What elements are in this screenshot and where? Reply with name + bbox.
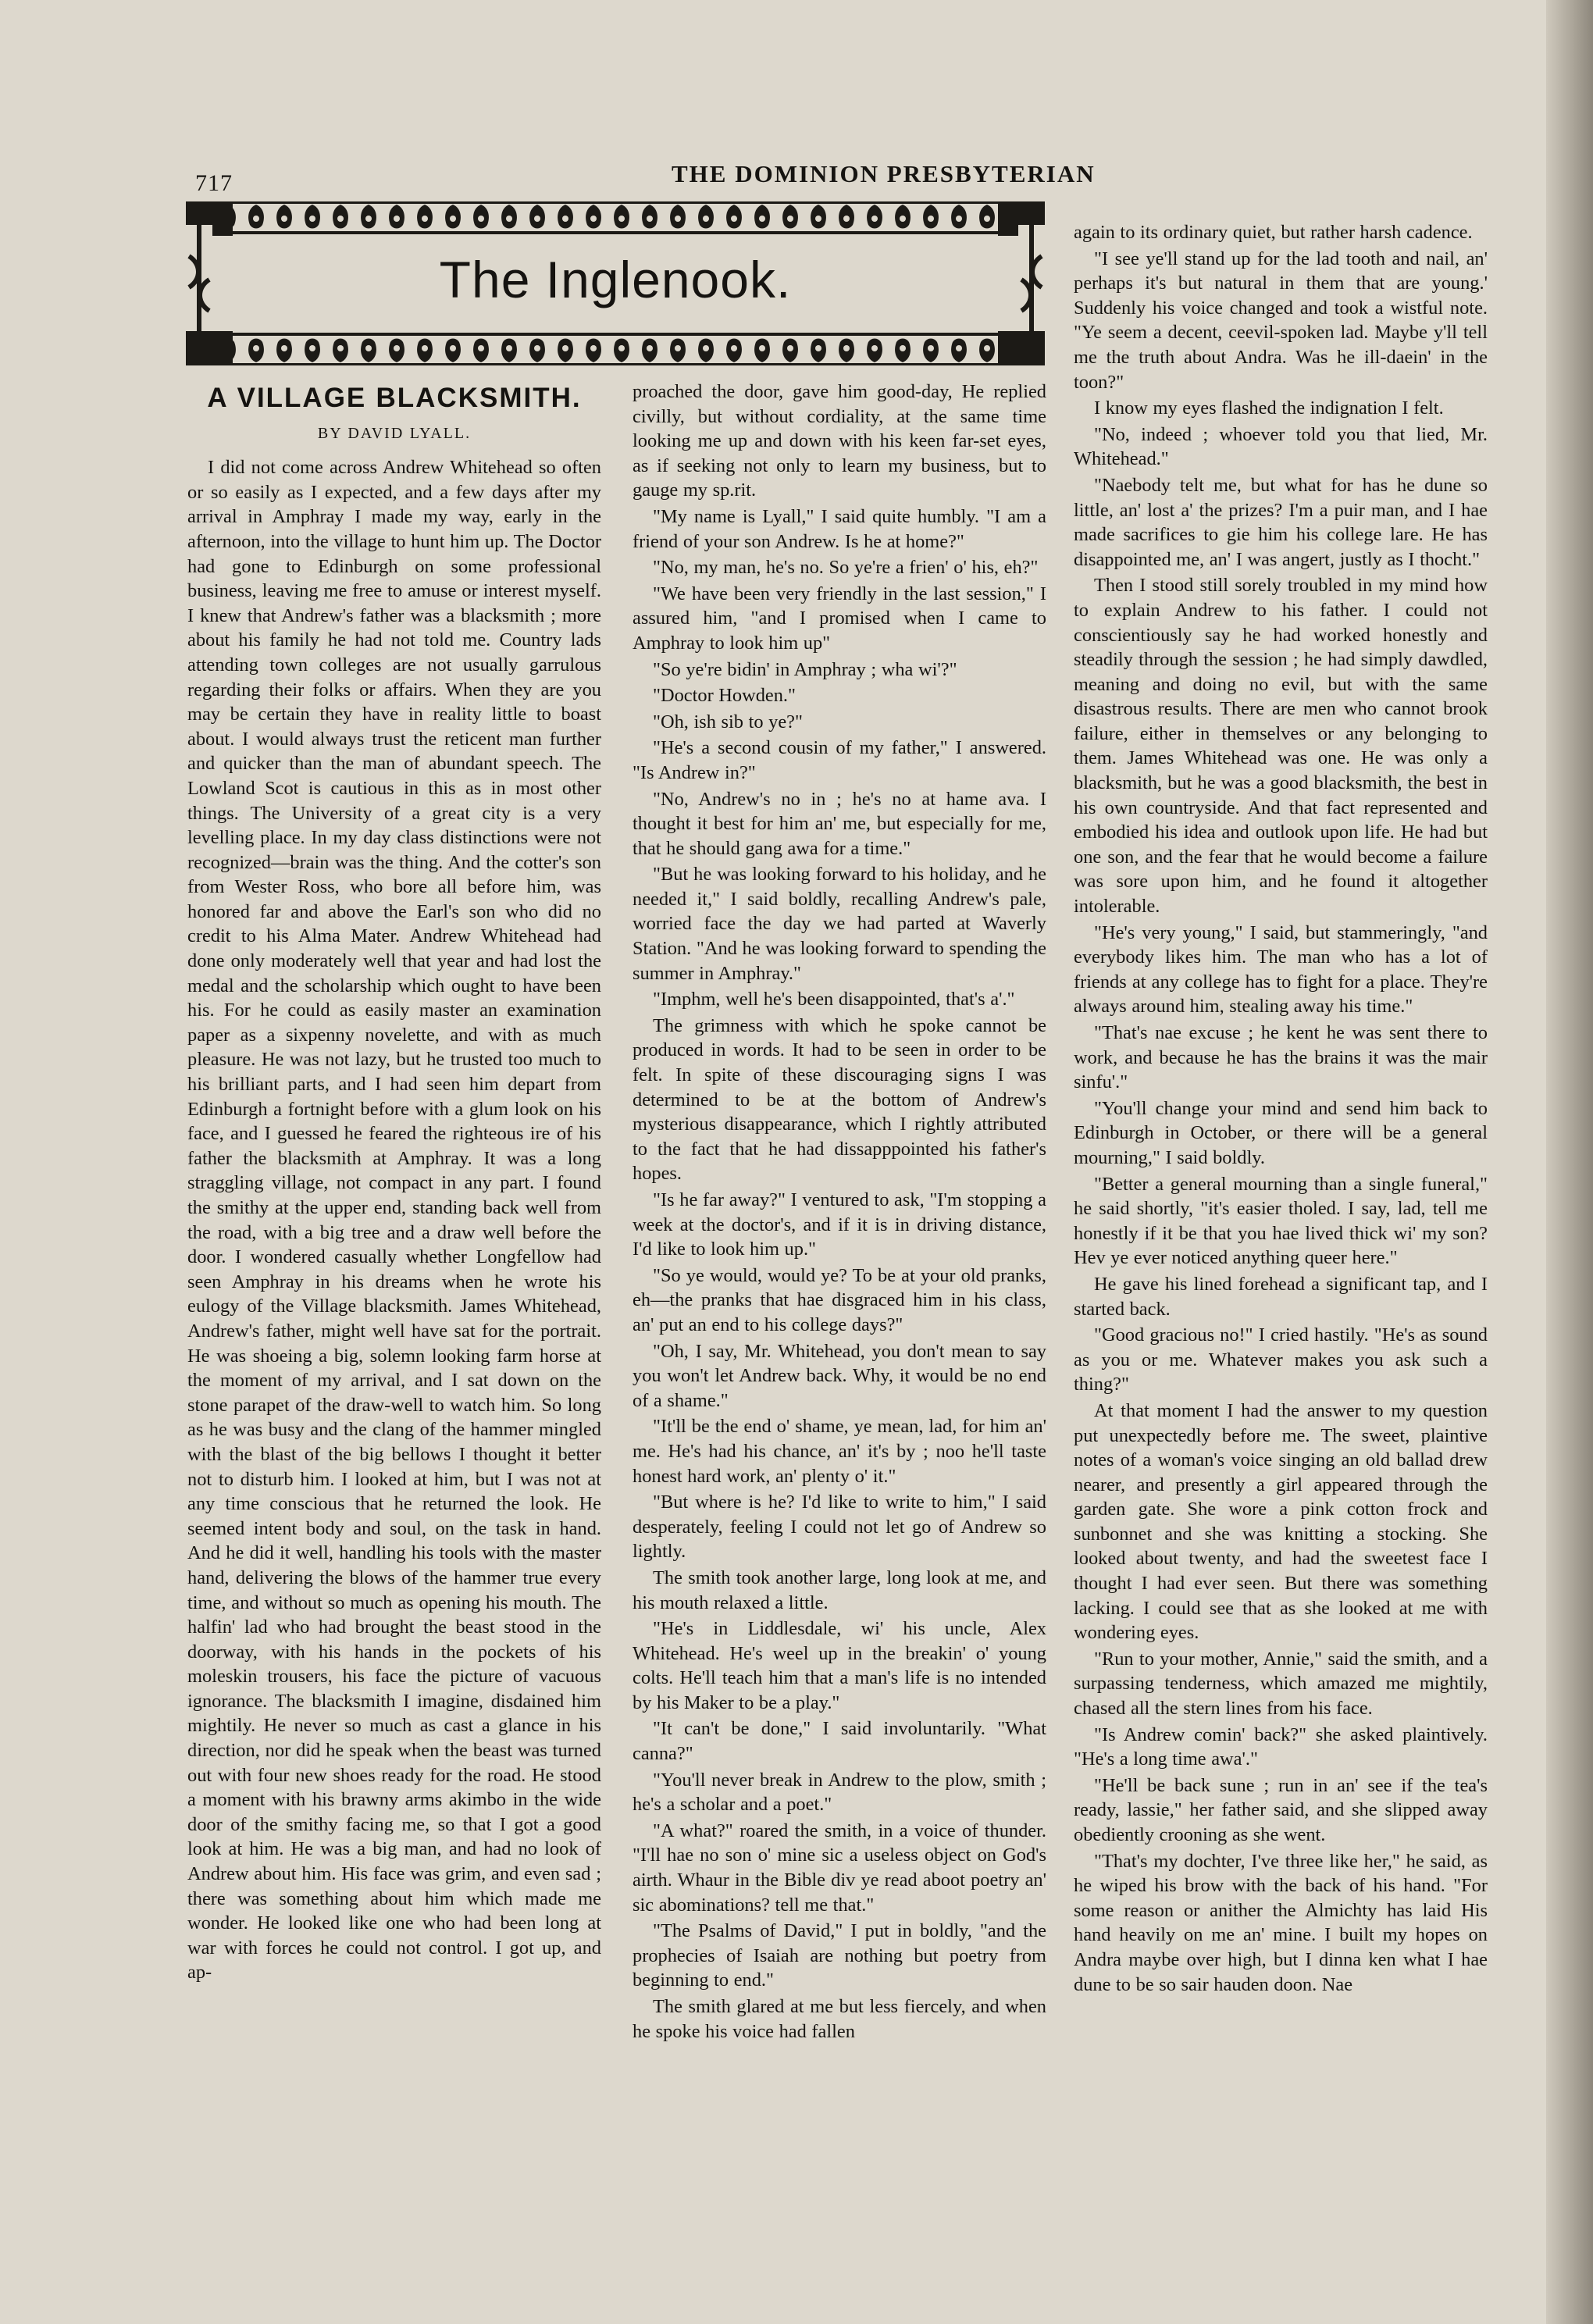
story-title: A VILLAGE BLACKSMITH. xyxy=(207,383,582,413)
paragraph: I did not come across Andrew Whitehead so often or so easily as I expected, and a few days after my arrival in Amphray I made my way, early in the afternoon, into the village to hunt him up. The Doctor had gone to Edinburgh on some professional business, leaving me free to amuse or interest myself. I knew that Andrew's father was a blacksmith ; more about his family he had not told me. Country lads attending town colleges are not usually garrulous regarding their folks or affairs. When they are you may be certain they have in reality little to boast about. I would always trust the reticent man further and quicker than the man of abundant speech. The Lowland Scot is cautious in this as in most other things. The University of a great city is a very levelling place. In my day class distinctions were not recognized—brain was the thing. And the cotter's son from Wester Ross, who bore all before him, was honored far and above the Earl's son who did no credit to his Alma Mater. Andrew Whitehead had done only moderately well that year and had lost the medal and the scholarship which ought to have been his. For he could as easily master an examination paper as a sixpenny novelette, and with as much pleasure. He was not lazy, but he trusted too much to his brilliant parts, and I had seen him depart from Edinburgh a fortnight before with a glum look on his face, and I guessed he feared the righteous ire of his father the blacksmith at Amphray. It was a long straggling village, not compact in any part. I found the smithy at the upper end, standing back well from the road, with a big tree and a draw well before the door. I wondered casually whether Longfellow had seen Amphray in his dreams when he wrote his eulogy of the Village blacksmith. James Whitehead, Andrew's father, might well have sat for the portrait. He was shoeing a big, solemn looking farm horse at the moment of my arrival, and I sat down on the stone parapet of the draw-well to watch him. So long as he was busy and the clang of the hammer mingled with the blast of the big bellows I thought it better not to disturb him. I looked at him, but I was not at any time conscious that he returned the look. He seemed intent body and soul, on the task in hand. And he did it well, handling his tools with the master hand, delivering the blows of the hammer true every time, and without so much as opening his mouth. The halfin' lad who had brought the beast stood in the doorway, with his hands in the pockets of his moleskin trousers, his face the picture of vacuous ignorance. The blacksmith I imagine, disdained him mightily. He never so much as cast a glance in his direction, nor did he speak when the beast was turned out with four new shoes ready for the road. He stood a moment with his brawny arms akimbo in the wide door of the smithy facing me, so that I got a good look at him. He was a big man, and had no look of Andrew about him. His face was grim, and even sad ; there was something about him which made me wonder. He looked like one who had been long at war with forces he could not control. I got up, and ap- xyxy=(187,457,601,1984)
paragraph: "Naebody telt me, but what for has he dune so little, an' lost a' the prizes? I'm a puir man, and I hae made sacrifices to gie him his college lare. He has disappointed me, an' I was angert, justly as I thocht." xyxy=(1074,474,1488,570)
paragraph: He gave his lined forehead a significant tap, and I started back. xyxy=(1074,1273,1488,1320)
ornamental-border-top xyxy=(186,201,1045,236)
paragraph: "Doctor Howden." xyxy=(653,685,796,707)
paragraph: "Is he far away?" I ventured to ask, "I'm stopping a week at the doctor's, and if it is in driving distance, I'd like to look him up." xyxy=(633,1189,1046,1260)
paragraph: "Is Andrew comin' back?" she asked plaintively. "He's a long time awa'." xyxy=(1074,1723,1488,1770)
paragraph: "No, indeed ; whoever told you that lied, Mr. Whitehead." xyxy=(1074,423,1488,470)
paragraph: "No, Andrew's no in ; he's no at hame ava. I thought it best for him an' me, but especially for me, that he should gang awa for a time." xyxy=(633,788,1046,859)
paragraph: "That's my dochter, I've three like her," he said, as he wiped his brow with the back of his hand. "For some reason or anither the Almichty has laid His hand heavily on me an' mine. I built my hopes on Andra maybe over high, but I dinna ken what I hae dune to be so sair hauden doon. Nae xyxy=(1074,1850,1488,1995)
paragraph: The smith glared at me but less fiercely, and when he spoke his voice had fallen xyxy=(633,1996,1046,2042)
paragraph: "My name is Lyall," I said quite humbly. "I am a friend of your son Andrew. Is he at home?" xyxy=(633,505,1046,552)
section-header-ornament xyxy=(186,201,1045,365)
ornamental-border-right xyxy=(1018,225,1045,342)
paragraph: "But he was looking forward to his holiday, and he needed it," I said boldly, recalling Andrew's pale, worried face the day we had parted at Waverly Station. "And he was looking forward to spending the summer in Amphray." xyxy=(633,864,1046,984)
paragraph: "It can't be done," I said involuntarily. "What canna?" xyxy=(633,1718,1046,1765)
paragraph: "But where is he? I'd like to write to him," I said desperately, feeling I could not let go of Andrew so lightly. xyxy=(633,1492,1046,1563)
paragraph: "Imphm, well he's been disappointed, that's a'." xyxy=(653,989,1015,1011)
paragraph: again to its ordinary quiet, but rather harsh cadence. xyxy=(1074,222,1473,243)
paragraph: "It'll be the end o' shame, ye mean, lad, for him an' me. He's had his chance, an' it's by ; noo he'll taste honest hard work, an' plenty o' it." xyxy=(633,1416,1046,1487)
paragraph: "A what?" roared the smith, in a voice of thunder. "I'll hae no son o' mine sic a useless object on God's airth. Whaur in the Bible div ye read aboot poetry an' sic abominations? tell me that." xyxy=(633,1820,1046,1916)
paragraph: "I see ye'll stand up for the lad tooth and nail, an' perhaps it's but natural in them that are young.' Suddenly his voice changed and took a wistful note. "Ye seem a decent, ceevil-spoken lad. Maybe y'll tell me the truth about Andra. Was he ill-daein' in the toon?" xyxy=(1074,248,1488,393)
paragraph: "Good gracious no!" I cried hastily. "He's as sound as you or me. Whatever makes you ask such a thing?" xyxy=(1074,1324,1488,1395)
paragraph: "That's nae excuse ; he kent he was sent there to work, and because he has the brains it was the mair sinfu'." xyxy=(1074,1022,1488,1093)
paragraph: Then I stood still sorely troubled in my mind how to explain Andrew to his father. I could not conscientiously say he had worked honestly and steadily through the session ; he had simply dawdled, meaning and doing no evil, but with the same disastrous results. There are men who cannot brook failure, either in themselves or any belonging to them. James Whitehead was one. He was only a blacksmith, but he was a good blacksmith, the best in his own countryside. And that fact represented and embodied his idea and outlook upon life. He had but one son, and the fear that he would become a failure was sore upon him, and he found it altogether intolerable. xyxy=(1074,575,1488,918)
text-column-2 xyxy=(633,380,1046,2045)
paragraph: "He's in Liddlesdale, wi' his uncle, Alex Whitehead. He's weel up in the breakin' o' young colts. He'll teach him that a man's life is no intended by his Maker to be a play." xyxy=(633,1618,1046,1713)
ornamental-border-bottom xyxy=(186,331,1045,365)
paragraph: The grimness with which he spoke cannot be produced in words. It had to be seen in order to be felt. In spite of these discouraging signs I was determined to be at the bottom of Andrew's mysterious disappearance, which I rightly attributed to the fact that he had dissapppointed his father's hopes. xyxy=(633,1014,1046,1185)
text-column-1 xyxy=(187,380,601,1987)
paragraph: "The Psalms of David," I put in boldly, "and the prophecies of Isaiah are nothing but poetry from beginning to end." xyxy=(633,1920,1046,1991)
page-edge-shadow xyxy=(1546,0,1593,2324)
paragraph: proached the door, gave him good-day, He replied civilly, but without cordiality, at the same time looking me up and down with his keen far-set eyes, as if seeking not only to learn my business, but to gauge my sp.rit. xyxy=(633,381,1046,501)
running-head: THE DOMINION PRESBYTERIAN xyxy=(672,160,1096,187)
paragraph: "You'll never break in Andrew to the plow, smith ; he's a scholar and a poet." xyxy=(633,1769,1046,1816)
paragraph: I know my eyes flashed the indignation I felt. xyxy=(1094,397,1444,419)
paragraph: "So ye would, would ye? To be at your old pranks, eh—the pranks that hae disgraced him in his class, an' put an end to his college days?" xyxy=(633,1264,1046,1335)
paragraph: "You'll change your mind and send him back to Edinburgh in October, or there will be a general mourning," I said boldly. xyxy=(1074,1097,1488,1168)
section-title: The Inglenook. xyxy=(439,251,792,308)
page-number: 717 xyxy=(195,170,233,196)
text-column-3 xyxy=(1074,220,1488,1998)
paragraph: "Oh, I say, Mr. Whitehead, you don't mean to say you won't let Andrew back. Why, it would be no end of a shame." xyxy=(633,1340,1046,1411)
paragraph: At that moment I had the answer to my question put unexpectedly before me. The sweet, plaintive notes of a woman's voice singing an old ballad drew nearer, and presently a girl appeared through the garden gate. She wore a pink cotton frock and sunbonnet and she was knitting a stocking. She looked about twenty, and had the sweetest face I thought I had ever seen. But there was something lacking. I could see that as she looked at me with wondering eyes. xyxy=(1074,1399,1488,1644)
paragraph: "No, my man, he's no. So ye're a frien' o' his, eh?" xyxy=(653,557,1039,579)
paragraph: "Run to your mother, Annie," said the smith, and a surpassing tenderness, which amazed me mightily, chased all the stern lines from his face. xyxy=(1074,1648,1488,1720)
paragraph: "He's a second cousin of my father," I answered. "Is Andrew in?" xyxy=(633,737,1046,783)
byline: BY DAVID LYALL. xyxy=(317,424,472,442)
paragraph: "We have been very friendly in the last session," I assured him, "and I promised when I came to Amphray to look him up" xyxy=(633,583,1046,654)
paragraph: "So ye're bidin' in Amphray ; wha wi'?" xyxy=(653,658,957,680)
paragraph: "He's very young," I said, but stammeringly, "and everybody likes him. The man who has a lot of friends at any college has to fight for a place. They're always around him, stealing away his time." xyxy=(1074,921,1488,1018)
paragraph: "He'll be back sune ; run in an' see if the tea's ready, lassie," her father said, and she slipped away obediently crooning as she went. xyxy=(1074,1774,1488,1845)
paragraph: "Better a general mourning than a single funeral," he said shortly, "it's easier tholed. I say, lad, tell me honestly if it be that you hae lived thick wi' my son? Hev ye ever noticed anything queer here." xyxy=(1074,1173,1488,1269)
paragraph: The smith took another large, long look at me, and his mouth relaxed a little. xyxy=(633,1567,1046,1613)
paragraph: "Oh, ish sib to ye?" xyxy=(653,711,803,732)
ornamental-border-left xyxy=(186,225,212,342)
